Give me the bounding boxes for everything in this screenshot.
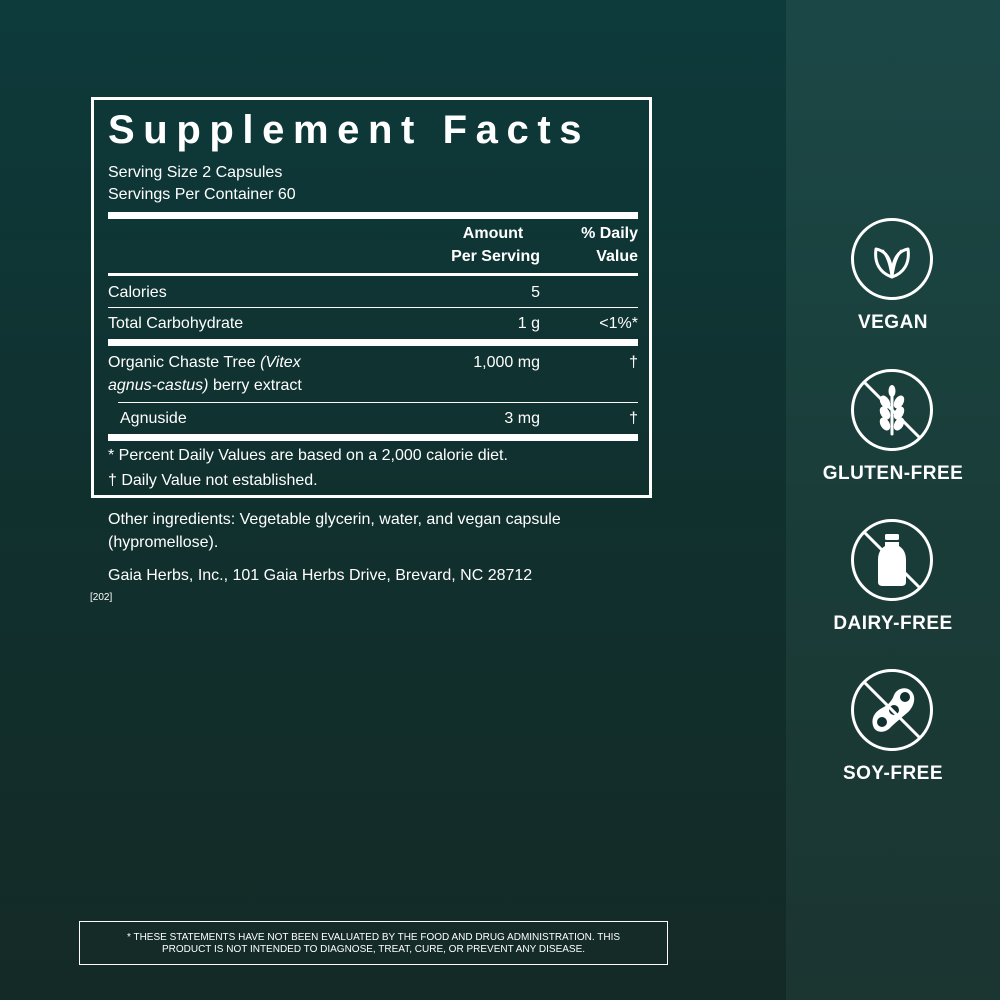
chaste-tree-name: Organic Chaste Tree xyxy=(108,354,261,371)
no-milk-icon xyxy=(850,518,934,602)
row-amount-chaste-tree: 1,000 mg xyxy=(473,354,540,371)
row-dv-chaste-tree: † xyxy=(629,354,638,371)
fda-disclaimer-line2: PRODUCT IS NOT INTENDED TO DIAGNOSE, TREAT, CURE, OR PREVENT ANY DISEASE. xyxy=(161,944,586,955)
no-wheat-icon xyxy=(850,368,934,452)
row-name-agnuside: Agnuside xyxy=(120,410,187,427)
latin-name-part2: agnus-castus) xyxy=(108,377,209,394)
divider-thin xyxy=(108,307,638,308)
fda-disclaimer-line1: * THESE STATEMENTS HAVE NOT BEEN EVALUATED BY THE FOOD AND DRUG ADMINISTRATION. THIS xyxy=(126,932,621,943)
badge-label-vegan: VEGAN xyxy=(857,312,929,333)
badge-label-gluten-free: GLUTEN-FREE xyxy=(822,463,964,484)
facts-title: Supplement Facts xyxy=(108,108,591,152)
row-name-calories: Calories xyxy=(108,284,167,301)
divider-thick xyxy=(108,434,638,441)
divider-thin xyxy=(118,402,638,403)
badge-label-soy-free: SOY-FREE xyxy=(842,763,944,784)
row-amount-agnuside: 3 mg xyxy=(504,410,540,427)
leaf-icon xyxy=(850,217,934,301)
serving-size: Serving Size 2 Capsules xyxy=(108,164,283,181)
label-code: [202] xyxy=(90,592,113,603)
row-name-chaste-tree-line2 xyxy=(108,374,302,397)
badge-label-dairy-free: DAIRY-FREE xyxy=(833,613,953,634)
header-amount-line2: Per Serving xyxy=(451,248,540,265)
header-dv-line2: Value xyxy=(596,248,638,265)
row-amount-carbohydrate: 1 g xyxy=(517,315,540,332)
row-name-carbohydrate: Total Carbohydrate xyxy=(108,315,244,332)
no-soy-icon xyxy=(850,668,934,752)
header-dv-line1: % Daily xyxy=(581,225,638,242)
header-amount-line1: Amount xyxy=(462,225,524,242)
latin-name-part1: (Vitex xyxy=(260,354,301,371)
divider-medium xyxy=(108,273,638,276)
footnote-not-established: † Daily Value not established. xyxy=(108,472,318,489)
servings-per-container: Servings Per Container 60 xyxy=(108,186,296,203)
row-amount-calories: 5 xyxy=(531,284,540,301)
other-ingredients-line1: Other ingredients: Vegetable glycerin, water, and vegan capsule xyxy=(108,511,561,528)
manufacturer-address: Gaia Herbs, Inc., 101 Gaia Herbs Drive, Brevard, NC 28712 xyxy=(108,567,533,584)
footnote-daily-values: * Percent Daily Values are based on a 2,000 calorie diet. xyxy=(108,447,508,464)
chaste-tree-suffix: berry extract xyxy=(208,377,302,394)
divider-thick xyxy=(108,339,638,346)
row-dv-agnuside: † xyxy=(629,410,638,427)
row-dv-carbohydrate: <1%* xyxy=(599,315,638,332)
divider-thick xyxy=(108,212,638,219)
side-panel xyxy=(786,0,1000,1000)
other-ingredients-line2: (hypromellose). xyxy=(108,534,219,551)
row-name-chaste-tree-line1 xyxy=(108,351,301,374)
